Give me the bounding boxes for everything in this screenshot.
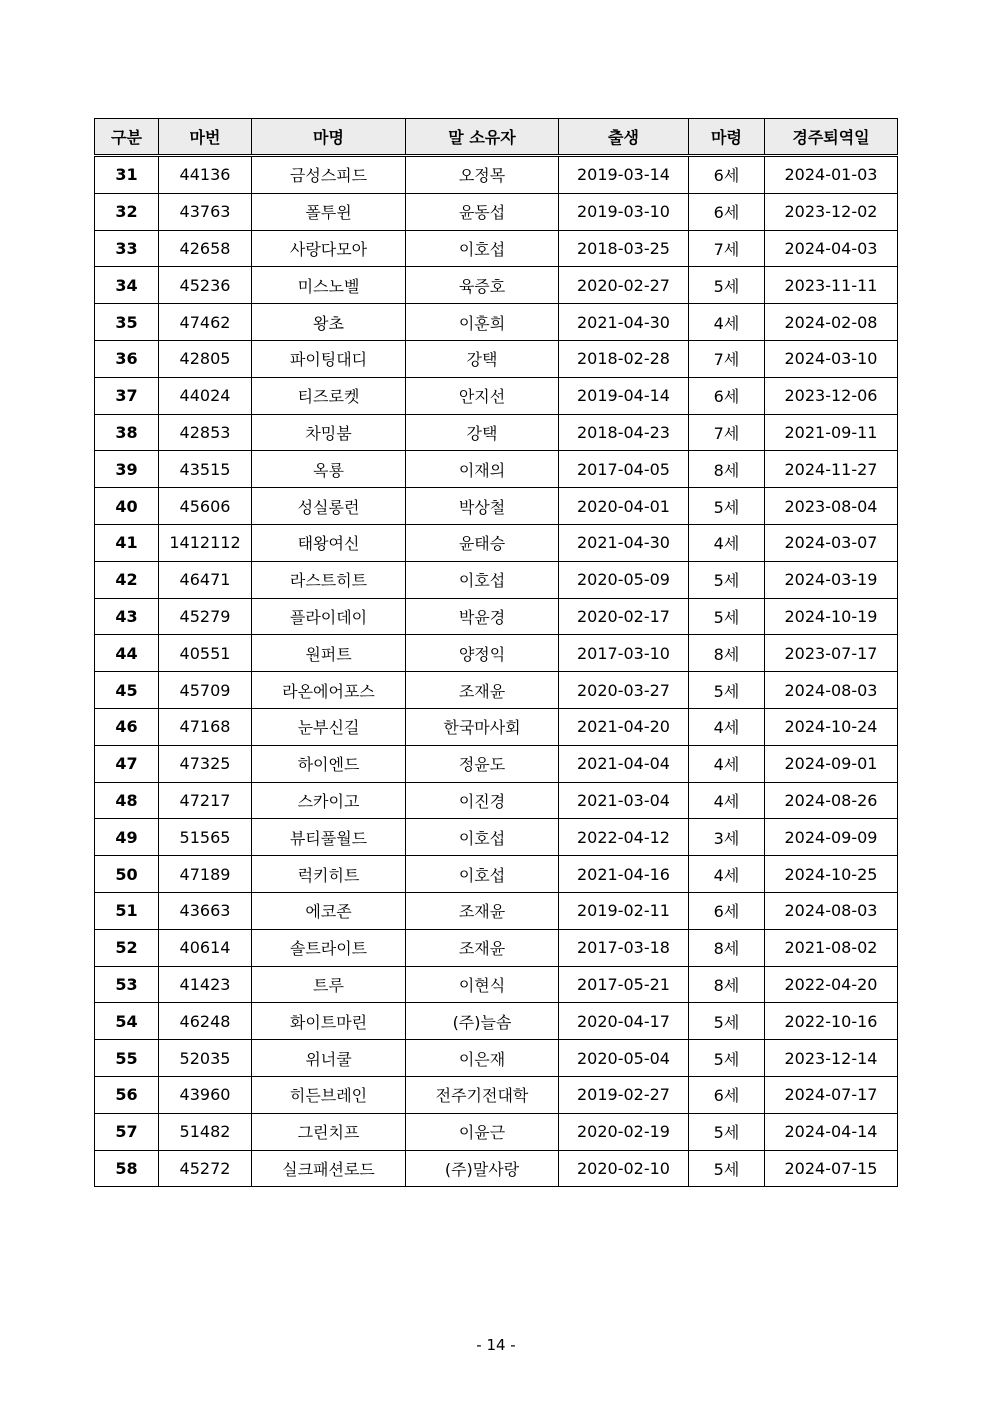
cell-horse-name: 티즈로켓 [252, 377, 406, 414]
cell-index: 44 [95, 635, 159, 672]
cell-birth-date: 2021-04-30 [559, 524, 689, 561]
cell-index: 53 [95, 966, 159, 1003]
cell-retirement-date: 2024-07-15 [765, 1150, 898, 1187]
cell-age: 5세 [689, 267, 765, 304]
cell-retirement-date: 2024-09-09 [765, 819, 898, 856]
cell-index: 49 [95, 819, 159, 856]
table-row [95, 598, 898, 635]
cell-index: 48 [95, 782, 159, 819]
cell-horse-name: 실크패션로드 [252, 1150, 406, 1187]
cell-horse-number: 51565 [159, 819, 252, 856]
cell-age: 7세 [689, 340, 765, 377]
table-row [95, 340, 898, 377]
table-row [95, 451, 898, 488]
cell-birth-date: 2017-03-10 [559, 635, 689, 672]
cell-horse-number: 47189 [159, 856, 252, 893]
cell-owner: 양정익 [406, 635, 559, 672]
cell-birth-date: 2017-05-21 [559, 966, 689, 1003]
cell-age: 4세 [689, 524, 765, 561]
cell-birth-date: 2018-04-23 [559, 414, 689, 451]
cell-horse-number: 52035 [159, 1040, 252, 1077]
cell-retirement-date: 2024-02-08 [765, 304, 898, 341]
cell-age: 5세 [689, 1040, 765, 1077]
table-row [95, 635, 898, 672]
cell-horse-number: 43515 [159, 451, 252, 488]
cell-horse-number: 46248 [159, 1003, 252, 1040]
table-row [95, 782, 898, 819]
cell-horse-name: 사랑다모아 [252, 230, 406, 267]
cell-age: 6세 [689, 193, 765, 230]
cell-horse-number: 42805 [159, 340, 252, 377]
cell-index: 56 [95, 1076, 159, 1113]
cell-owner: 조재윤 [406, 892, 559, 929]
table-row [95, 1113, 898, 1150]
cell-horse-name: 히든브레인 [252, 1076, 406, 1113]
cell-birth-date: 2020-04-01 [559, 488, 689, 525]
cell-birth-date: 2017-03-18 [559, 929, 689, 966]
cell-age: 5세 [689, 488, 765, 525]
cell-horse-name: 태왕여신 [252, 524, 406, 561]
cell-horse-number: 45709 [159, 672, 252, 709]
cell-birth-date: 2019-04-14 [559, 377, 689, 414]
cell-age: 5세 [689, 1113, 765, 1150]
cell-horse-number: 43663 [159, 892, 252, 929]
cell-age: 6세 [689, 156, 765, 194]
cell-birth-date: 2021-04-04 [559, 745, 689, 782]
cell-owner: 전주기전대학 [406, 1076, 559, 1113]
cell-owner: 정윤도 [406, 745, 559, 782]
cell-horse-number: 51482 [159, 1113, 252, 1150]
cell-index: 31 [95, 156, 159, 194]
cell-age: 5세 [689, 561, 765, 598]
cell-horse-name: 라스트히트 [252, 561, 406, 598]
cell-index: 33 [95, 230, 159, 267]
table-row [95, 524, 898, 561]
table-row [95, 672, 898, 709]
cell-retirement-date: 2024-10-24 [765, 708, 898, 745]
cell-index: 40 [95, 488, 159, 525]
cell-age: 5세 [689, 1003, 765, 1040]
cell-horse-number: 42658 [159, 230, 252, 267]
cell-retirement-date: 2023-12-02 [765, 193, 898, 230]
header-birth-date: 출생 [559, 119, 689, 156]
cell-age: 4세 [689, 856, 765, 893]
cell-retirement-date: 2022-10-16 [765, 1003, 898, 1040]
cell-retirement-date: 2024-03-07 [765, 524, 898, 561]
cell-age: 6세 [689, 1076, 765, 1113]
cell-index: 46 [95, 708, 159, 745]
cell-owner: 이호섭 [406, 561, 559, 598]
cell-owner: 이현식 [406, 966, 559, 1003]
cell-age: 8세 [689, 929, 765, 966]
cell-index: 47 [95, 745, 159, 782]
table-row [95, 708, 898, 745]
cell-index: 54 [95, 1003, 159, 1040]
header-row [95, 119, 898, 156]
cell-horse-number: 45606 [159, 488, 252, 525]
cell-horse-number: 41423 [159, 966, 252, 1003]
table-header [95, 119, 898, 156]
cell-retirement-date: 2024-09-01 [765, 745, 898, 782]
cell-retirement-date: 2024-08-03 [765, 672, 898, 709]
table-body [95, 156, 898, 1187]
cell-age: 8세 [689, 966, 765, 1003]
cell-retirement-date: 2023-11-11 [765, 267, 898, 304]
cell-birth-date: 2019-02-11 [559, 892, 689, 929]
cell-index: 57 [95, 1113, 159, 1150]
cell-index: 41 [95, 524, 159, 561]
cell-age: 3세 [689, 819, 765, 856]
cell-index: 37 [95, 377, 159, 414]
cell-age: 6세 [689, 377, 765, 414]
cell-retirement-date: 2024-08-03 [765, 892, 898, 929]
cell-horse-name: 원퍼트 [252, 635, 406, 672]
cell-owner: 안지선 [406, 377, 559, 414]
table-row [95, 304, 898, 341]
cell-horse-name: 파이팅대디 [252, 340, 406, 377]
cell-horse-name: 솔트라이트 [252, 929, 406, 966]
page-number: - 14 - [476, 1336, 516, 1354]
cell-horse-number: 43960 [159, 1076, 252, 1113]
cell-horse-name: 미스노벨 [252, 267, 406, 304]
cell-owner: 박윤경 [406, 598, 559, 635]
cell-horse-name: 스카이고 [252, 782, 406, 819]
cell-horse-number: 43763 [159, 193, 252, 230]
cell-birth-date: 2020-05-09 [559, 561, 689, 598]
cell-retirement-date: 2023-12-06 [765, 377, 898, 414]
cell-horse-number: 40614 [159, 929, 252, 966]
cell-owner: 육증호 [406, 267, 559, 304]
cell-horse-number: 45236 [159, 267, 252, 304]
header-age: 마령 [689, 119, 765, 156]
cell-owner: 이호섭 [406, 230, 559, 267]
table-row [95, 193, 898, 230]
cell-age: 4세 [689, 745, 765, 782]
cell-age: 4세 [689, 782, 765, 819]
cell-index: 51 [95, 892, 159, 929]
cell-index: 42 [95, 561, 159, 598]
cell-horse-number: 42853 [159, 414, 252, 451]
cell-birth-date: 2020-05-04 [559, 1040, 689, 1077]
cell-retirement-date: 2024-03-10 [765, 340, 898, 377]
cell-birth-date: 2021-04-30 [559, 304, 689, 341]
table-row [95, 1040, 898, 1077]
cell-horse-name: 위너쿨 [252, 1040, 406, 1077]
cell-index: 45 [95, 672, 159, 709]
cell-horse-number: 47217 [159, 782, 252, 819]
cell-age: 8세 [689, 635, 765, 672]
cell-age: 4세 [689, 708, 765, 745]
table-row [95, 1003, 898, 1040]
cell-horse-number: 47325 [159, 745, 252, 782]
cell-age: 5세 [689, 598, 765, 635]
cell-index: 58 [95, 1150, 159, 1187]
cell-owner: 윤태승 [406, 524, 559, 561]
header-horse-number: 마번 [159, 119, 252, 156]
cell-retirement-date: 2021-09-11 [765, 414, 898, 451]
cell-index: 32 [95, 193, 159, 230]
cell-age: 7세 [689, 414, 765, 451]
cell-horse-number: 44136 [159, 156, 252, 194]
cell-age: 6세 [689, 892, 765, 929]
cell-birth-date: 2020-04-17 [559, 1003, 689, 1040]
table-row [95, 488, 898, 525]
header-retirement-date: 경주퇴역일 [765, 119, 898, 156]
cell-age: 7세 [689, 230, 765, 267]
cell-owner: 조재윤 [406, 929, 559, 966]
cell-index: 39 [95, 451, 159, 488]
table-row [95, 819, 898, 856]
cell-index: 34 [95, 267, 159, 304]
cell-horse-name: 뷰티풀월드 [252, 819, 406, 856]
cell-age: 4세 [689, 304, 765, 341]
cell-birth-date: 2020-02-27 [559, 267, 689, 304]
header-index: 구분 [95, 119, 159, 156]
cell-birth-date: 2022-04-12 [559, 819, 689, 856]
cell-retirement-date: 2024-03-19 [765, 561, 898, 598]
table-row [95, 1150, 898, 1187]
cell-birth-date: 2020-02-19 [559, 1113, 689, 1150]
cell-owner: (주)말사랑 [406, 1150, 559, 1187]
cell-birth-date: 2020-02-17 [559, 598, 689, 635]
cell-index: 50 [95, 856, 159, 893]
cell-retirement-date: 2023-12-14 [765, 1040, 898, 1077]
cell-horse-number: 45279 [159, 598, 252, 635]
cell-age: 5세 [689, 1150, 765, 1187]
cell-horse-name: 금성스피드 [252, 156, 406, 194]
table-row [95, 230, 898, 267]
cell-horse-name: 플라이데이 [252, 598, 406, 635]
cell-owner: 이훈희 [406, 304, 559, 341]
cell-retirement-date: 2024-11-27 [765, 451, 898, 488]
cell-birth-date: 2021-04-16 [559, 856, 689, 893]
cell-horse-number: 47168 [159, 708, 252, 745]
cell-birth-date: 2021-04-20 [559, 708, 689, 745]
cell-birth-date: 2017-04-05 [559, 451, 689, 488]
cell-index: 35 [95, 304, 159, 341]
cell-retirement-date: 2024-01-03 [765, 156, 898, 194]
cell-birth-date: 2019-03-10 [559, 193, 689, 230]
table-row [95, 929, 898, 966]
cell-owner: (주)늘솜 [406, 1003, 559, 1040]
table-row [95, 1076, 898, 1113]
cell-birth-date: 2019-02-27 [559, 1076, 689, 1113]
cell-index: 55 [95, 1040, 159, 1077]
cell-horse-number: 46471 [159, 561, 252, 598]
cell-horse-name: 차밍붐 [252, 414, 406, 451]
cell-owner: 이윤근 [406, 1113, 559, 1150]
cell-owner: 강택 [406, 340, 559, 377]
cell-retirement-date: 2024-04-03 [765, 230, 898, 267]
cell-owner: 이재의 [406, 451, 559, 488]
cell-owner: 이호섭 [406, 856, 559, 893]
horse-retirement-table [94, 118, 898, 1187]
cell-horse-name: 성실롱런 [252, 488, 406, 525]
cell-owner: 강택 [406, 414, 559, 451]
cell-owner: 조재윤 [406, 672, 559, 709]
table-row [95, 745, 898, 782]
cell-retirement-date: 2023-07-17 [765, 635, 898, 672]
cell-birth-date: 2019-03-14 [559, 156, 689, 194]
header-horse-name: 마명 [252, 119, 406, 156]
cell-horse-number: 47462 [159, 304, 252, 341]
cell-owner: 박상철 [406, 488, 559, 525]
cell-owner: 윤동섭 [406, 193, 559, 230]
cell-retirement-date: 2024-07-17 [765, 1076, 898, 1113]
cell-index: 38 [95, 414, 159, 451]
table-row [95, 856, 898, 893]
cell-index: 52 [95, 929, 159, 966]
cell-retirement-date: 2024-10-25 [765, 856, 898, 893]
table-row [95, 267, 898, 304]
cell-horse-number: 45272 [159, 1150, 252, 1187]
table-row [95, 414, 898, 451]
cell-horse-name: 하이엔드 [252, 745, 406, 782]
cell-birth-date: 2018-02-28 [559, 340, 689, 377]
table-row [95, 966, 898, 1003]
cell-index: 43 [95, 598, 159, 635]
cell-owner: 이호섭 [406, 819, 559, 856]
cell-retirement-date: 2024-08-26 [765, 782, 898, 819]
cell-horse-name: 눈부신길 [252, 708, 406, 745]
cell-birth-date: 2020-03-27 [559, 672, 689, 709]
cell-birth-date: 2020-02-10 [559, 1150, 689, 1187]
cell-horse-name: 에코존 [252, 892, 406, 929]
cell-age: 5세 [689, 672, 765, 709]
table-row [95, 561, 898, 598]
cell-owner: 오정목 [406, 156, 559, 194]
cell-birth-date: 2021-03-04 [559, 782, 689, 819]
cell-birth-date: 2018-03-25 [559, 230, 689, 267]
table-row [95, 377, 898, 414]
cell-horse-number: 1412112 [159, 524, 252, 561]
cell-horse-name: 폴투윈 [252, 193, 406, 230]
header-owner: 말 소유자 [406, 119, 559, 156]
table-row [95, 156, 898, 194]
cell-index: 36 [95, 340, 159, 377]
cell-horse-name: 라온에어포스 [252, 672, 406, 709]
cell-horse-name: 그린치프 [252, 1113, 406, 1150]
cell-age: 8세 [689, 451, 765, 488]
cell-horse-name: 화이트마린 [252, 1003, 406, 1040]
cell-horse-number: 44024 [159, 377, 252, 414]
cell-horse-name: 럭키히트 [252, 856, 406, 893]
cell-retirement-date: 2021-08-02 [765, 929, 898, 966]
table-row [95, 892, 898, 929]
cell-horse-number: 40551 [159, 635, 252, 672]
cell-owner: 이진경 [406, 782, 559, 819]
cell-retirement-date: 2023-08-04 [765, 488, 898, 525]
cell-owner: 이은재 [406, 1040, 559, 1077]
cell-horse-name: 왕초 [252, 304, 406, 341]
cell-owner: 한국마사회 [406, 708, 559, 745]
cell-retirement-date: 2024-04-14 [765, 1113, 898, 1150]
cell-retirement-date: 2024-10-19 [765, 598, 898, 635]
cell-horse-name: 옥룡 [252, 451, 406, 488]
cell-retirement-date: 2022-04-20 [765, 966, 898, 1003]
cell-horse-name: 트루 [252, 966, 406, 1003]
